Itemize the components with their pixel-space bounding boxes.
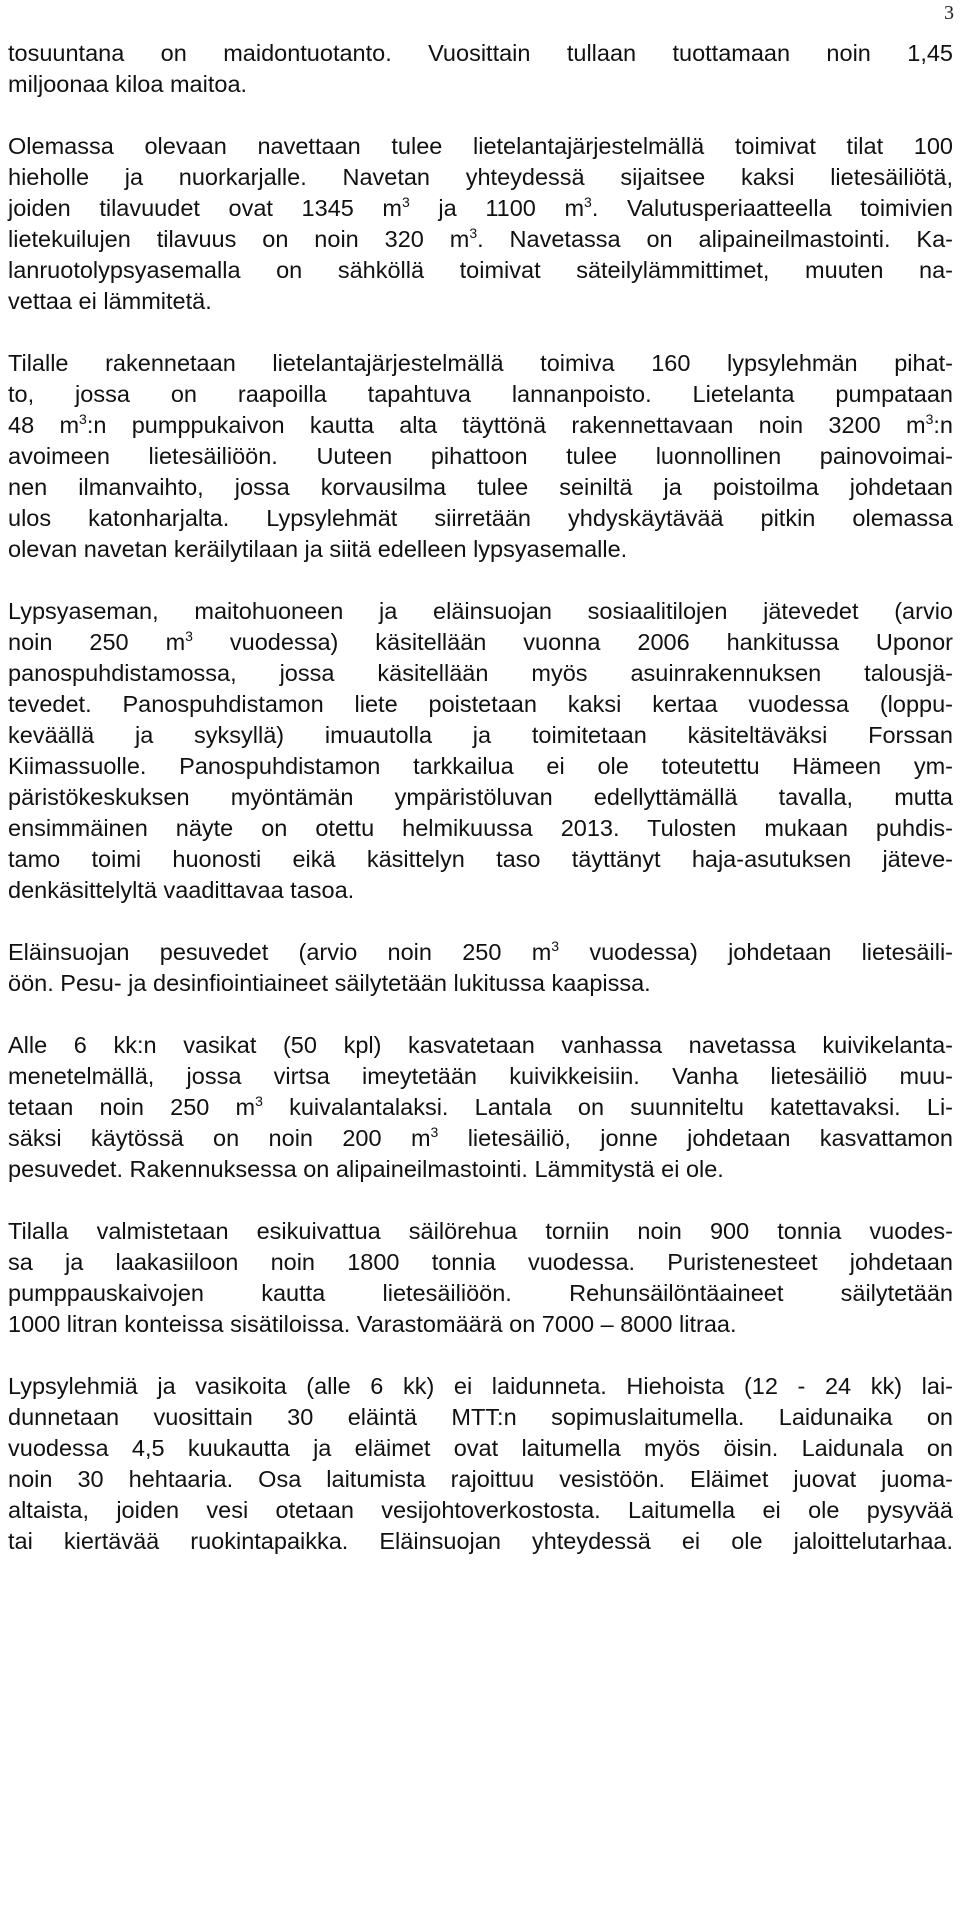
text-line: öön. Pesu- ja desinfiointiaineet säilytetään lukitussa kaapissa. xyxy=(8,970,651,996)
text-line: dunnetaan vuosittain 30 eläintä MTT:n sopimuslaitumella. Laidunaika on xyxy=(8,1404,953,1430)
text-line: Tilalle rakennetaan lietelantajärjestelmällä toimiva 160 lypsylehmän pihat- xyxy=(8,350,953,376)
text-line: noin 30 hehtaaria. Osa laitumista rajoittuu vesistöön. Eläimet juovat juoma- xyxy=(8,1466,953,1492)
text-line: avoimeen lietesäiliöön. Uuteen pihattoon tulee luonnollinen painovoimai- xyxy=(8,443,953,469)
text-line: hieholle ja nuorkarjalle. Navetan yhteydessä sijaitsee kaksi lietesäiliötä, xyxy=(8,164,953,190)
text-line: Kiimassuolle. Panospuhdistamon tarkkailua ei ole toteutettu Hämeen ym- xyxy=(8,753,953,779)
text-line: tamo toimi huonosti eikä käsittelyn taso täyttänyt haja-asutuksen jäteve- xyxy=(8,846,953,872)
paragraph xyxy=(8,596,953,906)
text-line: denkäsittelyltä vaadittavaa tasoa. xyxy=(8,877,355,903)
text-line: pumppauskaivojen kautta lietesäiliöön. Rehunsäilöntäaineet säilytetään xyxy=(8,1280,953,1306)
paragraph xyxy=(8,937,953,999)
page-number: 3 xyxy=(944,2,954,24)
text-line: to, jossa on raapoilla tapahtuva lannanpoisto. Lietelanta pumpataan xyxy=(8,381,953,407)
text-line: lanruotolypsyasemalla on sähköllä toimivat säteilylämmittimet, muuten na- xyxy=(8,257,953,283)
text-line: ulos katonharjalta. Lypsylehmät siirretään yhdyskäytävää pitkin olemassa xyxy=(8,505,953,531)
text-line: miljoonaa kiloa maitoa. xyxy=(8,71,248,97)
text-line: Lypsylehmiä ja vasikoita (alle 6 kk) ei laidunneta. Hiehoista (12 - 24 kk) lai- xyxy=(8,1373,953,1399)
text-line: 48 $m^3:n$ pumppukaivon kautta alta täyttönä rakennettavaan noin 3200 $m^3:n$ xyxy=(8,411,953,438)
text-line: nen ilmanvaihto, jossa korvausilma tulee seiniltä ja poistoilma johdetaan xyxy=(8,474,953,500)
text-line: olevan navetan keräilytilaan ja siitä edelleen lypsyasemalle. xyxy=(8,536,628,562)
text-line: Eläinsuojan pesuvedet (arvio noin 250 $m^3$ vuodessa) johdetaan lietesäili- xyxy=(8,938,953,965)
text-line: Lypsyaseman, maitohuoneen ja eläinsuojan sosiaalitilojen jätevedet (arvio xyxy=(8,598,953,624)
text-line: Olemassa olevaan navettaan tulee lietelantajärjestelmällä toimivat tilat 100 xyxy=(8,133,953,159)
text-line: Alle 6 kk:n vasikat (50 kpl) kasvatetaan vanhassa navetassa kuivikelanta- xyxy=(8,1032,953,1058)
text-line: 1000 litran konteissa sisätiloissa. Varastomäärä on 7000 – 8000 litraa. xyxy=(8,1311,737,1337)
text-line: pesuvedet. Rakennuksessa on alipaineilmastointi. Lämmitystä ei ole. xyxy=(8,1156,724,1182)
text-line: päristökeskuksen myöntämän ympäristöluvan edellyttämällä tavalla, mutta xyxy=(8,784,953,810)
text-line: vuodessa 4,5 kuukautta ja eläimet ovat laitumella myös öisin. Laidunala on xyxy=(8,1435,953,1461)
paragraph xyxy=(8,348,953,565)
text-line: vettaa ei lämmitetä. xyxy=(8,288,212,314)
text-line: ensimmäinen näyte on otettu helmikuussa 2013. Tulosten mukaan puhdis- xyxy=(8,815,953,841)
text-line: altaista, joiden vesi otetaan vesijohtoverkostosta. Laitumella ei ole pysyvää xyxy=(8,1497,953,1523)
text-line: Tilalla valmistetaan esikuivattua säilörehua torniin noin 900 tonnia vuodes- xyxy=(8,1218,953,1244)
paragraph xyxy=(8,38,953,100)
text-line: säksi käytössä on noin 200 $m^3$ lietesäiliö, jonne johdetaan kasvattamon xyxy=(8,1124,953,1151)
text-line: tosuuntana on maidontuotanto. Vuosittain tullaan tuottamaan noin 1,45 xyxy=(8,40,953,66)
text-line: tetaan noin 250 $m^3$ kuivalantalaksi. Lantala on suunniteltu katettavaksi. Li- xyxy=(8,1093,954,1120)
paragraph xyxy=(8,1030,953,1185)
text-line: lietekuilujen tilavuus on noin 320 $m^3$. Navetassa on alipaineilmastointi. Ka- xyxy=(8,225,953,252)
text-line: sa ja laakasiiloon noin 1800 tonnia vuodessa. Puristenesteet johdetaan xyxy=(8,1249,953,1275)
text-line: menetelmällä, jossa virtsa imeytetään kuivikkeisiin. Vanha lietesäiliö muu- xyxy=(8,1063,953,1089)
paragraph xyxy=(8,131,953,317)
text-line: tevedet. Panospuhdistamon liete poistetaan kaksi kertaa vuodessa (loppu- xyxy=(8,691,953,717)
paragraph xyxy=(8,1371,953,1557)
text-line: tai kiertävää ruokintapaikka. Eläinsuojan yhteydessä ei ole jaloittelutarhaa. xyxy=(8,1528,953,1554)
text-line: joiden tilavuudet ovat 1345 $m^3$ ja 1100 $m^3$. Valutusperiaatteella toimivien xyxy=(8,194,953,221)
paragraph xyxy=(8,1216,953,1340)
text-line: noin 250 $m^3$ vuodessa) käsitellään vuonna 2006 hankitussa Uponor xyxy=(8,628,954,655)
text-line: panospuhdistamossa, jossa käsitellään myös asuinrakennuksen talousjä- xyxy=(8,660,953,686)
document-body xyxy=(8,38,953,1588)
text-line: keväällä ja syksyllä) imuautolla ja toimitetaan käsiteltäväksi Forssan xyxy=(8,722,953,748)
